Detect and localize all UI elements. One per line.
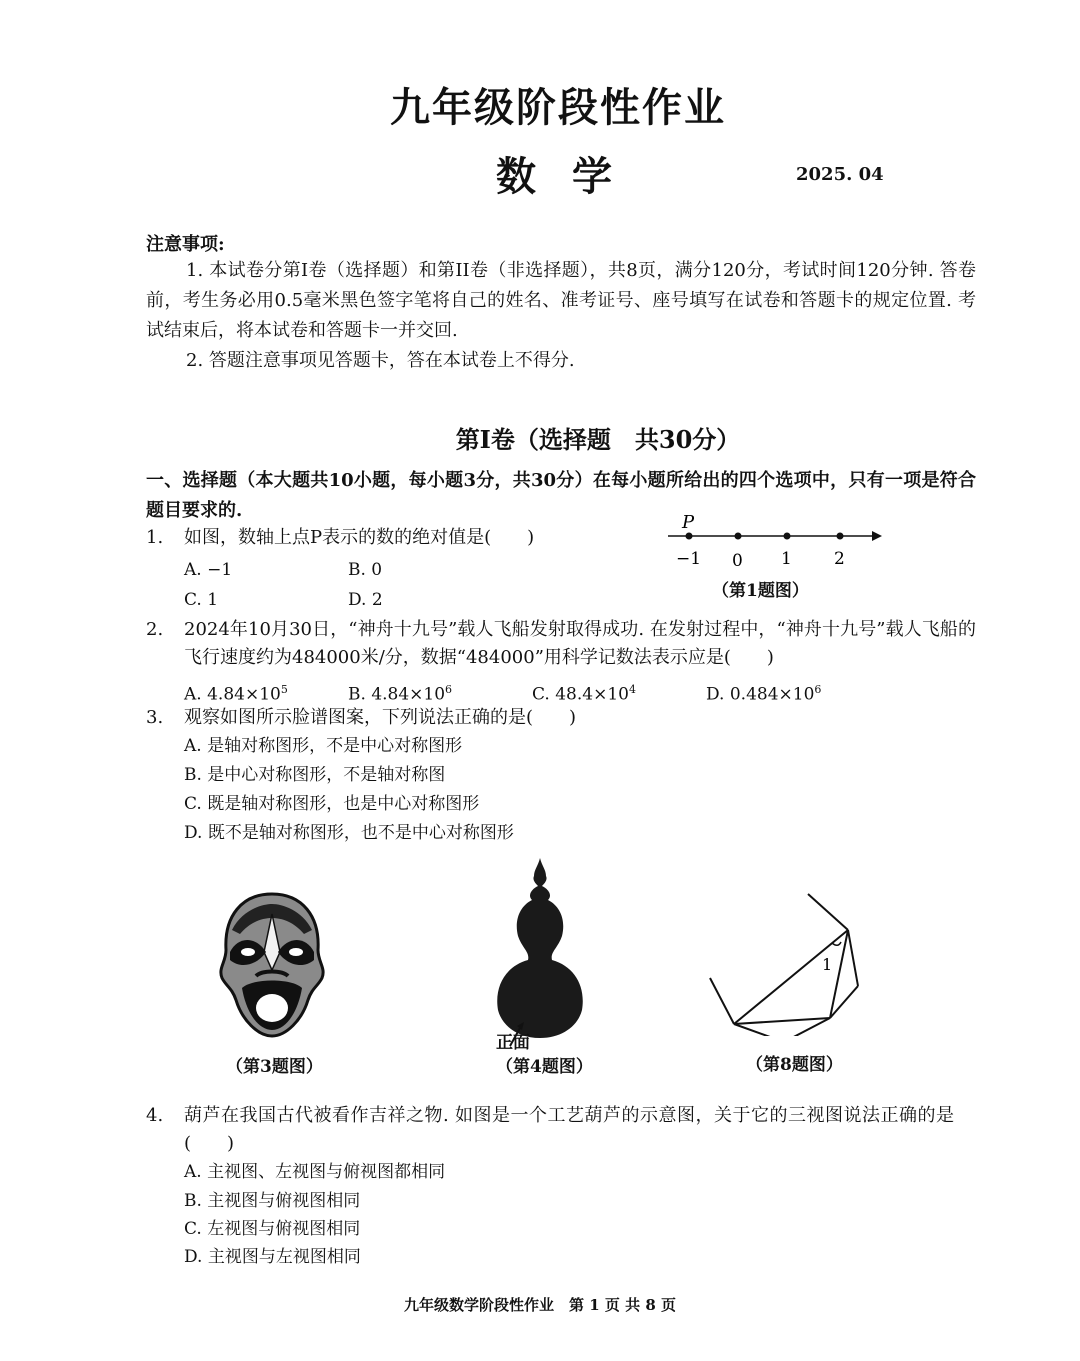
q4-option-a: A. 主视图、左视图与俯视图都相同 [184, 1162, 446, 1182]
q3-option-c: C. 既是轴对称图形，也是中心对称图形 [184, 794, 480, 814]
q2-option-c: C. $48.4\times 10^4$ [532, 683, 636, 705]
q1-figure-caption: （第1题图） [712, 581, 809, 601]
q2-stem: 2024年10月30日，“神舟十九号”载人飞船发射取得成功. 在发射过程中，“神舟十九号”载人飞船的飞行速度约为484000米/分，数据“484000”用科学记数法表示应是( ) [184, 619, 976, 668]
point-p [686, 533, 693, 540]
subject-title: 数学 [496, 153, 648, 200]
q1-option-d: D. 2 [348, 590, 383, 610]
gourd-front-label: 正面 [496, 1033, 530, 1053]
page-footer: 九年级数学阶段性作业 第 1 页 共 8 页 [404, 1296, 676, 1314]
q2-option-d: D. $0.484\times 10^6$ [706, 683, 822, 705]
notice-item-1: 1. 本试卷分第Ⅰ卷（选择题）和第II卷（非选择题），共8页，满分120分，考试时间120分钟. 答卷前，考生务必用0.5毫米黑色签字笔将自己的姓名、准考证号、座号填写在试卷和答题卡的规定位置. 考试结束后，将本试卷和答题卡一并交回. [146, 260, 976, 341]
exam-date: 2025. 04 [796, 164, 884, 185]
q8-figure-caption: （第8题图） [746, 1055, 843, 1075]
section-title: 第Ⅰ卷（选择题 共30分） [455, 425, 741, 454]
q1-number: 1. [146, 527, 164, 548]
angle-1-label: 1 [822, 955, 833, 974]
tick-label: 1 [781, 549, 792, 569]
q3-option-d: D. 既不是轴对称图形，也不是中心对称图形 [184, 823, 514, 843]
notice-heading: 注意事项: [146, 234, 225, 255]
geometry-figure [700, 886, 870, 1036]
q1-option-b: B. 0 [348, 560, 383, 580]
q2-number: 2. [146, 619, 164, 640]
q3-figure-caption: （第3题图） [226, 1057, 323, 1077]
gourd-figure [490, 856, 590, 1056]
tick-label: −1 [676, 549, 702, 569]
section-intro: 一、选择题（本大题共10小题，每小题3分，共30分）在每小题所给出的四个选项中，只有一项是符合题目要求的. [146, 470, 976, 521]
q4-number: 4. [146, 1105, 164, 1126]
tick-label: 2 [834, 549, 845, 569]
page-title: 九年级阶段性作业 [390, 84, 726, 131]
q2-option-a: A. $4.84\times 10^5$ [184, 683, 288, 705]
q4-stem: 葫芦在我国古代被看作吉祥之物. 如图是一个工艺葫芦的示意图，关于它的三视图说法正确的是( ) [184, 1105, 954, 1154]
tick-label: 0 [732, 551, 743, 571]
q1-option-c: C. 1 [184, 590, 219, 610]
q4-option-d: D. 主视图与左视图相同 [184, 1247, 361, 1267]
q3-option-a: A. 是轴对称图形，不是中心对称图形 [184, 736, 463, 756]
q1-stem: 如图，数轴上点P表示的数的绝对值是( ) [184, 527, 535, 548]
q3-option-b: B. 是中心对称图形，不是轴对称图 [184, 765, 446, 785]
q4-option-c: C. 左视图与俯视图相同 [184, 1219, 361, 1239]
opera-mask-figure [212, 890, 332, 1040]
point-p-label: P [682, 512, 695, 533]
q4-figure-caption: （第4题图） [496, 1057, 593, 1077]
q3-stem: 观察如图所示脸谱图案，下列说法正确的是( ) [184, 707, 577, 728]
q1-option-a: A. −1 [184, 560, 233, 580]
q4-option-b: B. 主视图与俯视图相同 [184, 1191, 361, 1211]
q2-option-b: B. $4.84\times 10^6$ [348, 683, 453, 705]
notice-item-2: 2. 答题注意事项见答题卡，答在本试卷上不得分. [186, 350, 575, 371]
q3-number: 3. [146, 707, 164, 728]
